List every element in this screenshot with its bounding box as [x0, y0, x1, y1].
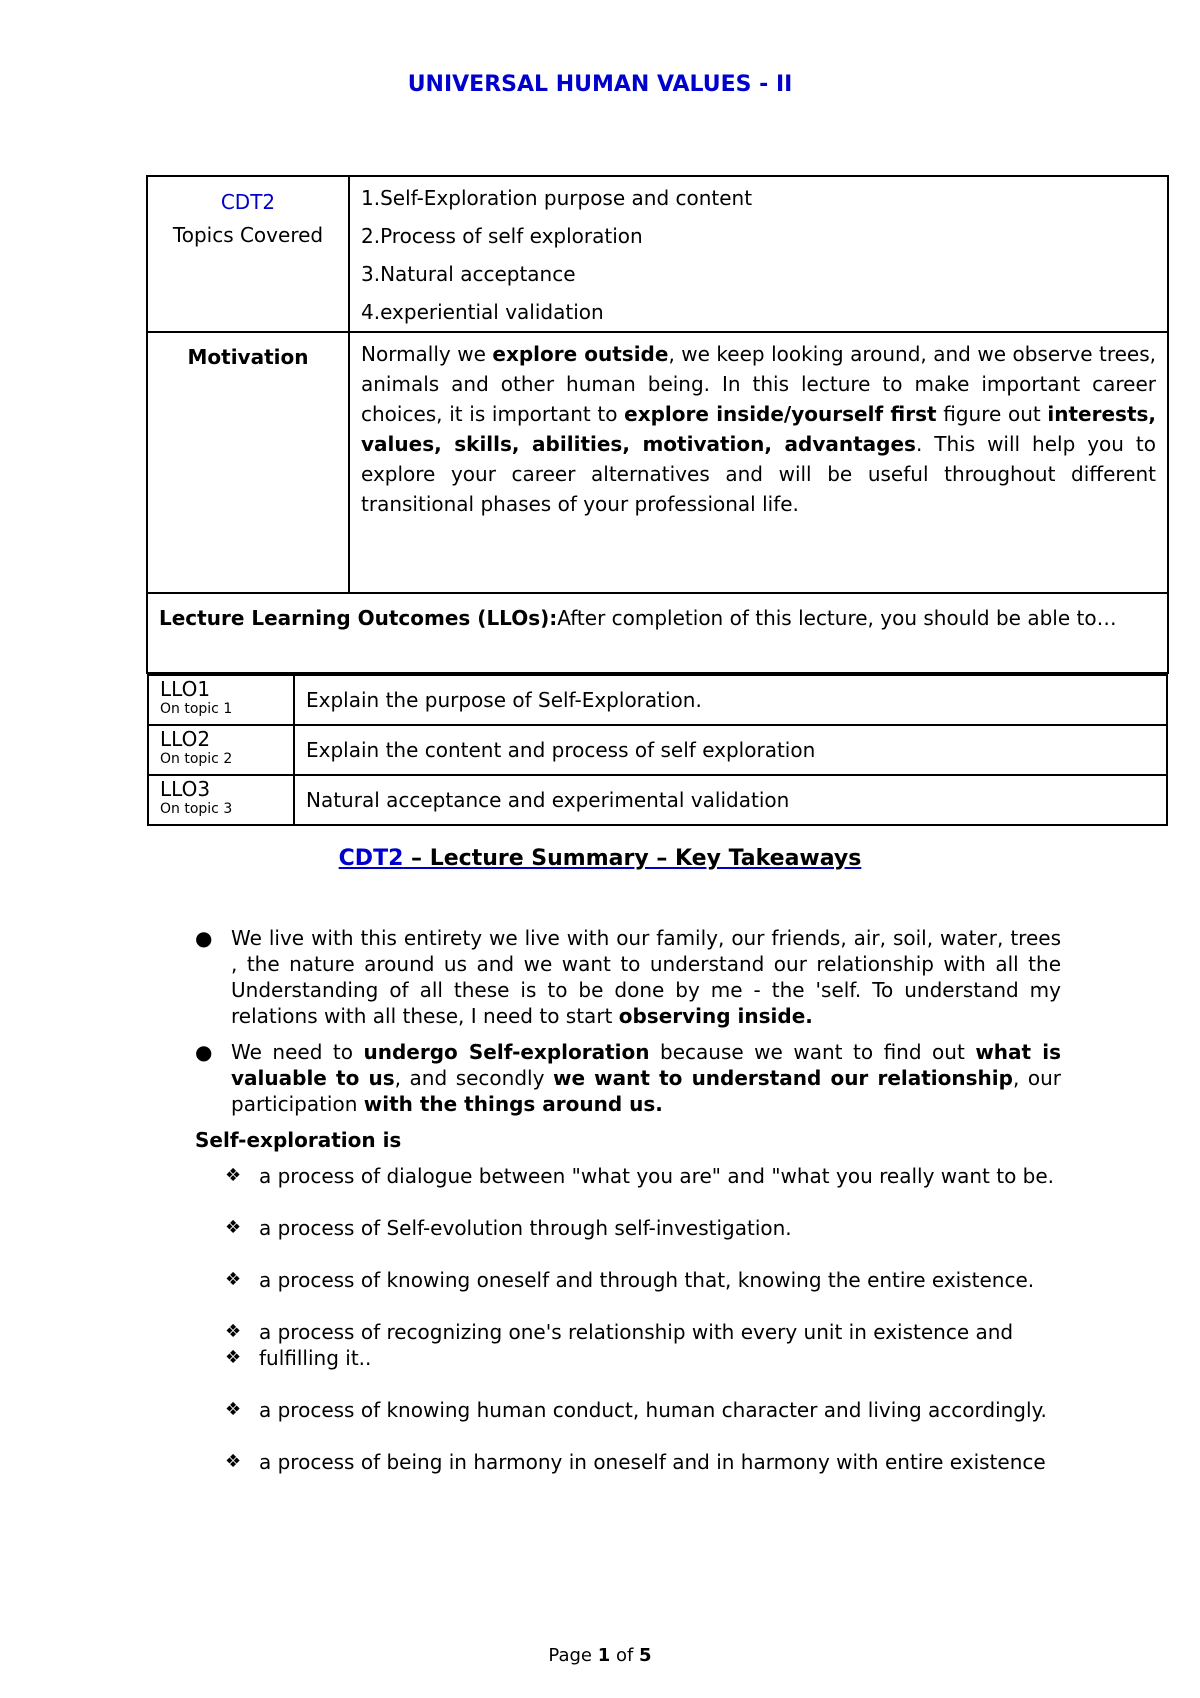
- summary-heading-text: – Lecture Summary – Key Takeaways: [403, 846, 862, 871]
- lecture-info-table: [146, 175, 1169, 826]
- diamond-bullet-icon: ❖: [225, 1451, 242, 1472]
- document-title: UNIVERSAL HUMAN VALUES - II: [407, 72, 793, 97]
- llo-id: LLO2: [160, 727, 211, 751]
- llo-table: [147, 674, 1168, 826]
- llo-id: LLO3: [160, 777, 211, 801]
- topic-item: 2.Process of self exploration: [361, 224, 643, 248]
- llo-heading-label: Lecture Learning Outcomes (LLOs):: [159, 606, 558, 630]
- bold-text-run: interests, values, skills, abilities, motivation, advantages: [361, 402, 1157, 456]
- llo-text: Explain the content and process of self exploration: [294, 725, 1167, 775]
- total-pages: 5: [639, 1645, 652, 1666]
- text-run: We need to: [231, 1040, 364, 1064]
- summary-content: [195, 925, 1061, 1501]
- self-exploration-item: [195, 1397, 1061, 1423]
- llo-topic: On topic 2: [160, 751, 233, 767]
- item-text: a process of being in harmony in oneself and in harmony with entire existence: [259, 1450, 1046, 1474]
- self-exploration-item: [195, 1215, 1061, 1241]
- self-exploration-heading: Self-exploration is: [195, 1128, 402, 1152]
- self-exploration-item: [195, 1345, 1061, 1371]
- bullet-text: [231, 926, 1061, 1028]
- motivation-label: Motivation: [147, 332, 349, 593]
- self-exploration-item: [195, 1163, 1061, 1189]
- item-text: a process of knowing oneself and through that, knowing the entire existence.: [259, 1268, 1035, 1292]
- summary-heading: [0, 846, 1200, 871]
- item-text: a process of Self-evolution through self-investigation.: [259, 1216, 792, 1240]
- page-footer: [0, 1645, 1200, 1666]
- motivation-cell: [349, 332, 1168, 593]
- diamond-bullet-icon: ❖: [225, 1321, 242, 1342]
- text-run: , and secondly: [394, 1066, 553, 1090]
- diamond-bullet-icon: ❖: [225, 1347, 242, 1368]
- self-exploration-item: [195, 1319, 1061, 1345]
- diamond-bullet-icon: ❖: [225, 1217, 242, 1238]
- bold-text-run: we want to understand our relationship: [552, 1066, 1013, 1090]
- llo-heading-text: After completion of this lecture, you should be able to…: [557, 606, 1117, 630]
- topic-item: 1.Self-Exploration purpose and content: [361, 186, 753, 210]
- self-exploration-item: [195, 1267, 1061, 1293]
- llo-row: [148, 775, 1167, 825]
- item-text: a process of dialogue between "what you are" and "what you really want to be.: [259, 1164, 1055, 1188]
- llo-text: Natural acceptance and experimental validation: [294, 775, 1167, 825]
- topics-list: [349, 176, 1168, 332]
- bold-text-run: with the things around us.: [363, 1092, 663, 1116]
- llo-text: Explain the purpose of Self-Exploration.: [294, 675, 1167, 725]
- lecture-code: CDT2: [220, 190, 276, 214]
- item-text: fulfilling it..: [259, 1346, 372, 1370]
- text-run: because we want to find out: [649, 1040, 976, 1064]
- text-run: Normally we: [361, 342, 493, 366]
- item-text: a process of recognizing one's relationship with every unit in existence and: [259, 1320, 1014, 1344]
- self-exploration-item: [195, 1449, 1061, 1475]
- llo-heading-cell: [147, 593, 1168, 673]
- text-run: , our participation: [231, 1066, 1061, 1116]
- llo-id: LLO1: [160, 677, 211, 701]
- bold-text-run: explore inside/yourself first: [624, 402, 937, 426]
- llo-topic: On topic 1: [160, 701, 233, 717]
- llo-topic: On topic 3: [160, 801, 233, 817]
- current-page-number: 1: [597, 1645, 611, 1666]
- bullet-dot-icon: ●: [195, 1040, 213, 1064]
- bold-text-run: explore outside: [492, 342, 669, 366]
- bullet-text: [231, 1040, 1061, 1116]
- diamond-bullet-icon: ❖: [225, 1165, 242, 1186]
- bullet-item: [195, 925, 1061, 1029]
- bold-text-run: undergo Self-exploration: [363, 1040, 650, 1064]
- text-run: , we keep looking around, and we observe trees, animals and other human being. In this lecture to make important career choices, it is important to: [361, 342, 1156, 426]
- topics-covered-label: Topics Covered: [172, 223, 324, 247]
- topics-label-cell: [147, 176, 349, 332]
- llo-row: [148, 725, 1167, 775]
- summary-code-link[interactable]: CDT2: [338, 846, 404, 871]
- llo-row: [148, 675, 1167, 725]
- text-run: figure out: [936, 402, 1048, 426]
- text-run: . This will help you to explore your career alternatives and will be useful throughout different transitional phases of your professional life.: [361, 432, 1156, 516]
- topic-item: 4.experiential validation: [361, 300, 604, 324]
- diamond-bullet-icon: ❖: [225, 1269, 242, 1290]
- text-run: We live with this entirety we live with our family, our friends, air, soil, water, trees , the nature around us and we want to understand our relationship with all the Understanding of all these is to be done by me - the 'self. To understand my relations with all these, I need to start: [231, 926, 1061, 1028]
- topic-item: 3.Natural acceptance: [361, 262, 576, 286]
- bullet-dot-icon: ●: [195, 926, 213, 950]
- footer-of: of: [610, 1645, 640, 1666]
- item-text: a process of knowing human conduct, human character and living accordingly.: [259, 1398, 1047, 1422]
- bold-text-run: what is valuable to us: [231, 1040, 1061, 1090]
- bold-text-run: observing inside.: [618, 1004, 813, 1028]
- bullet-item: [195, 1039, 1061, 1117]
- motivation-text: [350, 333, 1167, 592]
- footer-prefix: Page: [548, 1645, 598, 1666]
- diamond-bullet-icon: ❖: [225, 1399, 242, 1420]
